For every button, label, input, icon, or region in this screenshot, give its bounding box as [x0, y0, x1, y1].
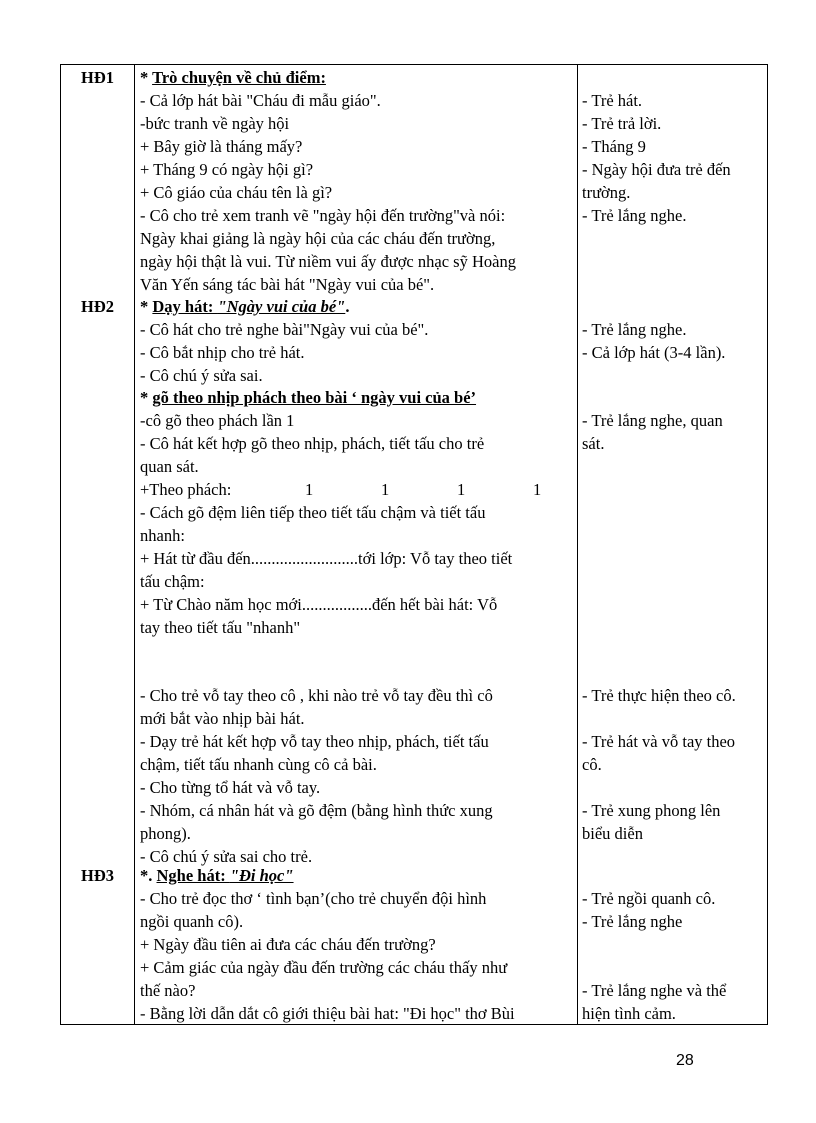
hd3-response-4: hiện tình cảm. [582, 1004, 676, 1023]
hd1-response-5: trường. [582, 183, 631, 202]
hd1-line-5: + Cô giáo của cháu tên là gì? [140, 183, 333, 202]
hd2-line-18: - Nhóm, cá nhân hát và gõ đệm (bằng hình thức xung [140, 801, 493, 820]
hd3-response-1: - Trẻ ngồi quanh cô. [582, 889, 716, 908]
activity-table [60, 64, 768, 1025]
hd2-response-8: - Trẻ xung phong lên [582, 801, 721, 820]
hd2-line-9: + Hát từ đầu đến..........................tới lớp: Vỗ tay theo tiết [140, 549, 513, 568]
hd2-line-15: - Dạy trẻ hát kết hợp vỗ tay theo nhịp, phách, tiết tấu [140, 732, 489, 751]
hd3-response-3: - Trẻ lắng nghe và thể [582, 981, 727, 1000]
hd3-line-4: + Cảm giác của ngày đầu đến trường các cháu thấy như [140, 958, 508, 977]
hd2-heading: * Dạy hát: "Ngày vui của bé". [140, 297, 350, 316]
hd2-line-12: tay theo tiết tấu "nhanh" [140, 618, 301, 637]
hd3-line-1: - Cho trẻ đọc thơ ‘ tình bạn’(cho trẻ chuyển đội hình [140, 889, 487, 908]
hd2-response-6: - Trẻ hát và vỗ tay theo [582, 732, 736, 751]
hd2-line-20: - Cô chú ý sửa sai cho trẻ. [140, 847, 313, 866]
beat-2: 1 [381, 480, 390, 499]
hd2-response-3: - Trẻ lắng nghe, quan [582, 411, 723, 430]
hd2-line-11: + Từ Chào năm học mới.................đến hết bài hát: Vỗ [140, 595, 498, 614]
hd1-response-6: - Trẻ lắng nghe. [582, 206, 687, 225]
label-hd2: HĐ2 [81, 297, 114, 316]
hd2-line-10: tấu chậm: [140, 572, 205, 591]
hd2-line-17: - Cho từng tổ hát và vỗ tay. [140, 778, 321, 797]
hd2-line-13: - Cho trẻ vỗ tay theo cô , khi nào trẻ vỗ tay đều thì cô [140, 686, 493, 705]
beat-1: 1 [305, 480, 314, 499]
hd2-line-14: mới bắt vào nhịp bài hát. [140, 709, 305, 728]
page-number: 28 [676, 1052, 694, 1069]
hd2-response-7: cô. [582, 755, 602, 774]
hd2-line-8: nhanh: [140, 526, 185, 545]
hd3-response-2: - Trẻ lắng nghe [582, 912, 683, 931]
hd2-response-5: - Trẻ thực hiện theo cô. [582, 686, 736, 705]
hd3-line-3: + Ngày đầu tiên ai đưa các cháu đến trường? [140, 935, 436, 954]
hd1-line-4: + Tháng 9 có ngày hội gì? [140, 160, 314, 179]
hd1-line-9: Văn Yến sáng tác bài hát "Ngày vui của bé". [140, 275, 435, 294]
hd2-line-4: -cô gõ theo phách lần 1 [140, 411, 295, 430]
hd2-line-5: - Cô hát kết hợp gõ theo nhịp, phách, tiết tấu cho trẻ [140, 434, 485, 453]
hd2-line-3: - Cô chú ý sửa sai. [140, 366, 263, 385]
hd1-line-1: - Cả lớp hát bài "Cháu đi mẫu giáo". [140, 91, 381, 110]
hd1-response-3: - Tháng 9 [582, 137, 646, 156]
hd2-line-19: phong). [140, 824, 191, 843]
hd1-response-4: - Ngày hội đưa trẻ đến [582, 160, 731, 179]
hd2-line-1: - Cô hát cho trẻ nghe bài"Ngày vui của bé". [140, 320, 429, 339]
label-hd1: HĐ1 [81, 68, 114, 87]
hd1-heading: * Trò chuyện về chủ điểm: [140, 68, 326, 87]
hd2-subheading: * gõ theo nhịp phách theo bài ‘ ngày vui của bé’ [140, 388, 477, 407]
hd1-line-2: -bức tranh về ngày hội [140, 114, 290, 133]
hd2-response-4: sát. [582, 434, 605, 453]
hd1-line-7: Ngày khai giảng là ngày hội của các cháu đến trường, [140, 229, 496, 248]
hd2-beat-row [140, 479, 541, 501]
hd3-line-5: thế nào? [140, 981, 196, 1000]
hd3-heading: *. Nghe hát: "Đi học" [140, 866, 294, 885]
label-hd3: HĐ3 [81, 866, 114, 885]
beat-label: +Theo phách: [140, 480, 232, 499]
hd2-line-2: - Cô bắt nhịp cho trẻ hát. [140, 343, 305, 362]
hd1-line-6: - Cô cho trẻ xem tranh vẽ "ngày hội đến trường"và nói: [140, 206, 506, 225]
hd1-line-8: ngày hội thật là vui. Từ niềm vui ấy được nhạc sỹ Hoàng [140, 252, 516, 271]
hd3-line-2: ngồi quanh cô). [140, 912, 244, 931]
hd1-line-3: + Bây giờ là tháng mấy? [140, 137, 303, 156]
hd1-response-1: - Trẻ hát. [582, 91, 643, 110]
hd2-response-2: - Cả lớp hát (3-4 lần). [582, 343, 726, 362]
hd2-line-6: quan sát. [140, 457, 199, 476]
hd2-response-9: biểu diễn [582, 824, 643, 843]
column-divider-right [577, 65, 578, 1024]
hd3-line-6: - Bằng lời dẫn dắt cô giới thiệu bài hat: "Đi học" thơ Bùi [140, 1004, 515, 1023]
hd2-line-16: chậm, tiết tấu nhanh cùng cô cả bài. [140, 755, 377, 774]
beat-4: 1 [533, 480, 542, 499]
hd2-line-7: - Cách gõ đệm liên tiếp theo tiết tấu chậm và tiết tấu [140, 503, 486, 522]
beat-3: 1 [457, 480, 466, 499]
hd1-response-2: - Trẻ trả lời. [582, 114, 662, 133]
hd2-response-1: - Trẻ lắng nghe. [582, 320, 687, 339]
column-divider-left [134, 65, 135, 1024]
